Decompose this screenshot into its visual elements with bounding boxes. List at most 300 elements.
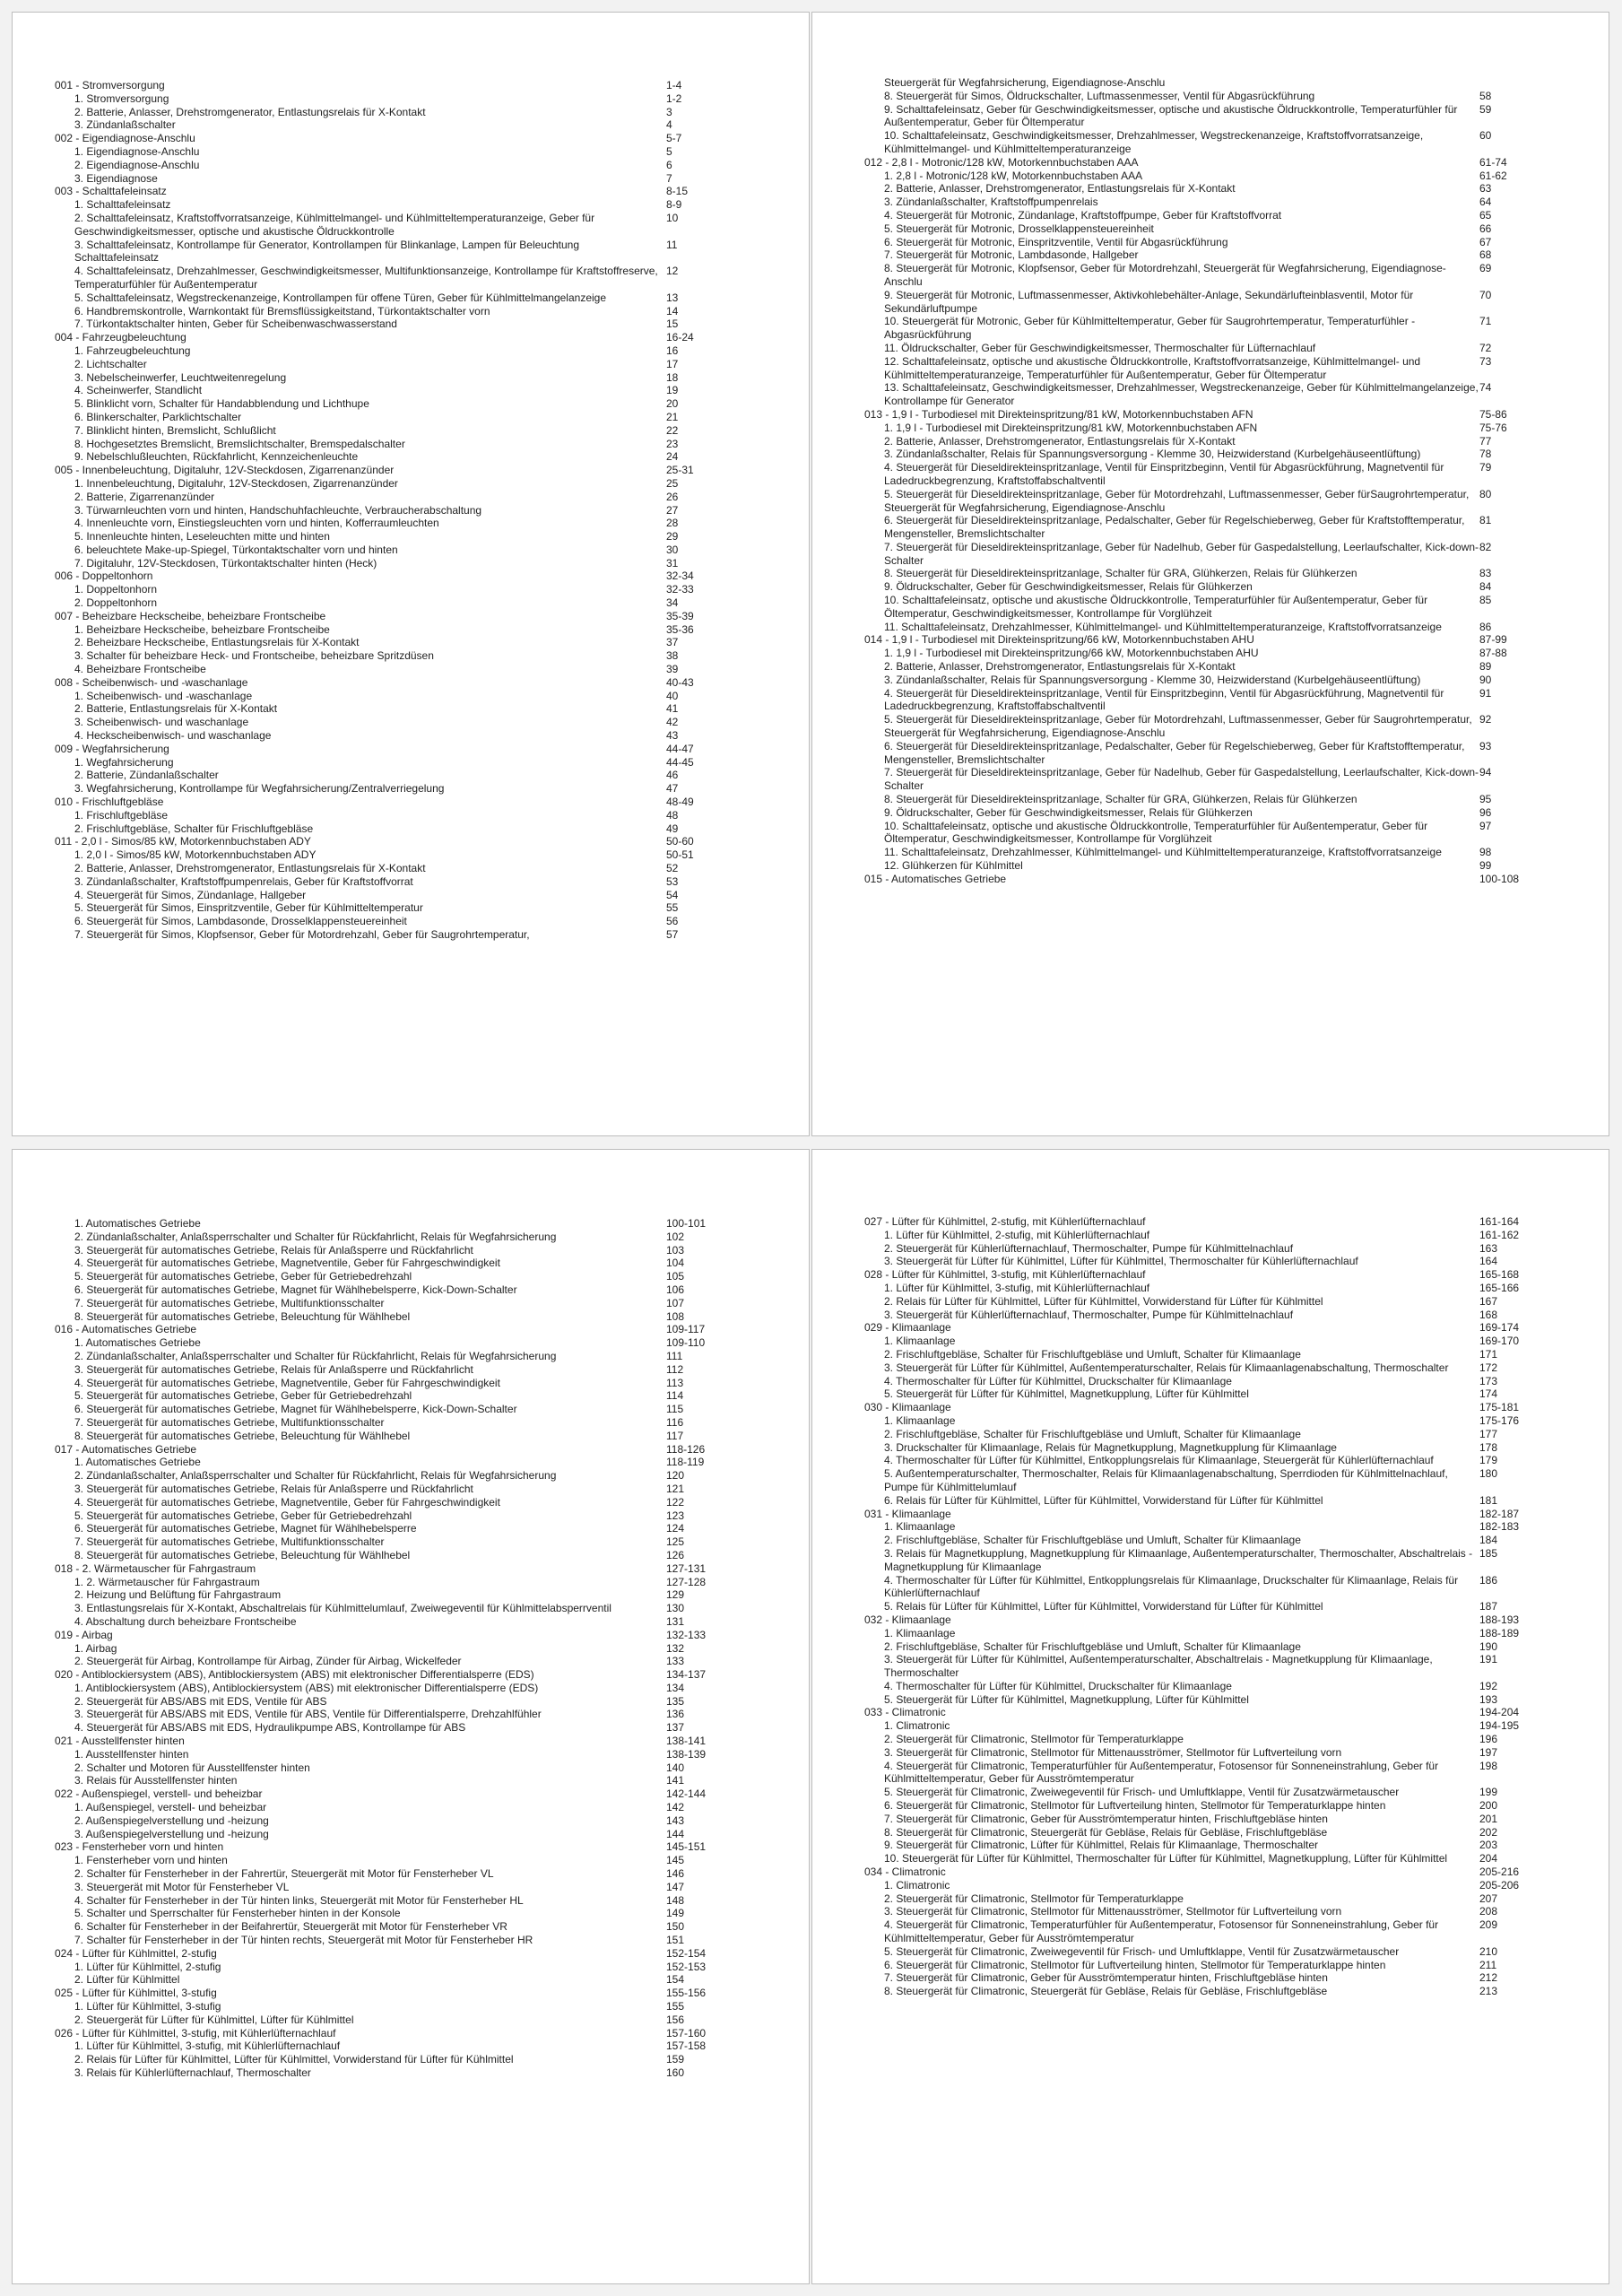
toc-entry-page: 118-126 (666, 1442, 706, 1456)
toc-section[interactable] (55, 743, 767, 756)
toc-subentry[interactable] (864, 1680, 1573, 1693)
toc-subentry[interactable] (55, 2066, 767, 2080)
toc-subentry[interactable] (55, 317, 767, 331)
toc-subentry[interactable] (55, 1721, 767, 1735)
toc-subentry[interactable] (55, 2000, 767, 2013)
toc-subentry[interactable] (55, 862, 767, 875)
toc-subentry[interactable] (55, 397, 767, 411)
toc-subentry[interactable] (864, 1414, 1573, 1428)
toc-subentry[interactable] (864, 1255, 1573, 1268)
toc-subentry[interactable] (55, 1496, 767, 1509)
toc-subentry[interactable] (864, 1534, 1573, 1547)
toc-subentry[interactable] (55, 769, 767, 782)
toc-section[interactable] (55, 1323, 767, 1336)
toc-subentry[interactable] (864, 1282, 1573, 1295)
toc-subentry[interactable] (55, 1469, 767, 1483)
toc-subentry[interactable] (55, 822, 767, 836)
toc-subentry[interactable] (864, 1387, 1573, 1401)
toc-entry-title: 1. Innenbeleuchtung, Digitaluhr, 12V-Steckdosen, Zigarrenanzünder (74, 476, 398, 490)
toc-entry-page: 169-174 (1479, 1321, 1520, 1335)
toc-entry-title: 3. Steuergerät für Kühlerlüfternachlauf, Thermoschalter, Pumpe für Kühlmittelnachlauf (884, 1308, 1294, 1321)
toc-subentry[interactable] (55, 915, 767, 928)
toc-entry-title: 12. Schalttafeleinsatz, optische und akustische Öldruckkontrolle, Kraftstoffvorratsanzeige, Kühlmittelmangel- und Kühlmitteltemperaturanzeige, Temperaturfühler für Außentemperatur, Geber für Öltemperatur (884, 354, 1421, 381)
toc-subentry[interactable] (864, 1879, 1573, 1892)
toc-subentry[interactable] (55, 438, 767, 451)
toc-subentry[interactable] (55, 198, 767, 212)
toc-entry-page: 59 (1479, 102, 1492, 116)
toc-subentry[interactable] (864, 90, 1573, 103)
toc-subentry[interactable] (864, 1361, 1573, 1375)
toc-subentry[interactable] (864, 1959, 1573, 1972)
toc-entry-title: 011 - 2,0 l - Simos/85 kW, Motorkennbuchstaben ADY (55, 835, 311, 848)
toc-entry-title: 1. Klimaanlage (884, 1520, 956, 1534)
toc-subentry[interactable] (55, 384, 767, 397)
toc-subentry[interactable] (864, 1348, 1573, 1361)
toc-entry-page: 17 (666, 357, 679, 370)
toc-subentry[interactable] (55, 649, 767, 663)
toc-subentry[interactable] (864, 1229, 1573, 1242)
toc-entry-title: 1. Klimaanlage (884, 1335, 956, 1348)
toc-subentry[interactable] (864, 422, 1573, 435)
toc-subentry[interactable] (55, 239, 767, 265)
toc-entry-title: 2. Schalter für Fensterheber in der Fahrertür, Steuergerät mit Motor für Fensterheber VL (74, 1867, 494, 1881)
toc-subentry[interactable] (864, 1454, 1573, 1467)
toc-subentry[interactable] (55, 1655, 767, 1668)
toc-subentry[interactable] (55, 636, 767, 649)
toc-subentry[interactable] (864, 580, 1573, 594)
toc-subentry[interactable] (55, 159, 767, 172)
toc-entry-page: 152-153 (666, 1960, 707, 1973)
toc-subentry[interactable] (55, 1297, 767, 1310)
toc-entry-page: 191 (1479, 1653, 1498, 1666)
toc-section[interactable] (864, 1866, 1573, 1879)
toc-section[interactable] (864, 633, 1573, 647)
toc-entry-page: 138-141 (666, 1735, 707, 1748)
toc-entry-title: 022 - Außenspiegel, verstell- und beheizbar (55, 1787, 263, 1801)
toc-entry-page: 142-144 (666, 1787, 707, 1801)
toc-subentry[interactable] (864, 435, 1573, 448)
toc-subentry[interactable] (864, 236, 1573, 249)
toc-entry-page: 56 (666, 915, 679, 928)
toc-entry-title: 4. Steuergerät für Dieseldirekteinspritzanlage, Ventil für Einspritzbeginn, Ventil für Abgasrückführung, Magnetventil für Ladedruckbegrenzung, Kraftstoffabschaltventil (884, 461, 1444, 487)
toc-entry-page: 100-108 (1479, 872, 1520, 885)
toc-entry-title: 3. Relais für Kühlerlüfternachlauf, Thermoschalter (74, 2066, 311, 2079)
toc-entry-title: 9. Öldruckschalter, Geber für Geschwindigkeitsmesser, Relais für Glühkerzen (884, 580, 1253, 594)
toc-subentry[interactable] (55, 716, 767, 729)
toc-subentry[interactable] (864, 262, 1573, 289)
toc-subentry[interactable] (864, 196, 1573, 209)
toc-subentry[interactable] (864, 1693, 1573, 1707)
toc-entry-title: 025 - Lüfter für Kühlmittel, 3-stufig (55, 1987, 217, 2000)
toc-section[interactable] (55, 464, 767, 477)
toc-subentry[interactable] (864, 448, 1573, 461)
toc-entry-page: 35-36 (666, 622, 694, 636)
toc-subentry[interactable] (55, 1509, 767, 1523)
toc-subentry[interactable] (55, 450, 767, 464)
toc-entry-page: 199 (1479, 1786, 1498, 1799)
toc-entry-title: 4. Steuergerät für Dieseldirekteinspritzanlage, Ventil für Einspritzbeginn, Ventil für Abgasrückführung, Magnetventil für Ladedruckbegrenzung, Kraftstoffabschaltventil (884, 686, 1444, 713)
toc-subentry[interactable] (55, 583, 767, 596)
toc-subentry[interactable] (55, 1416, 767, 1430)
toc-entry-page: 41 (666, 702, 679, 716)
toc-subentry[interactable] (55, 1430, 767, 1443)
toc-subentry[interactable] (864, 1467, 1573, 1494)
toc-entry-page: 105 (666, 1270, 685, 1283)
toc-subentry[interactable] (864, 1839, 1573, 1852)
toc-subentry[interactable] (55, 1695, 767, 1709)
toc-subentry[interactable] (864, 461, 1573, 488)
toc-subentry[interactable] (864, 1547, 1573, 1574)
toc-entry-page: 21 (666, 410, 679, 423)
toc-section[interactable] (864, 873, 1573, 886)
toc-subentry[interactable] (55, 291, 767, 305)
toc-subentry[interactable] (55, 1336, 767, 1350)
toc-subentry[interactable] (55, 1973, 767, 1987)
toc-section[interactable] (864, 1401, 1573, 1414)
toc-entry-title: 5. Steuergerät für automatisches Getriebe, Geber für Getriebedrehzahl (74, 1509, 412, 1522)
toc-subentry[interactable] (55, 1801, 767, 1814)
toc-subentry[interactable] (864, 806, 1573, 820)
toc-subentry[interactable] (864, 1799, 1573, 1813)
toc-subentry[interactable] (864, 1826, 1573, 1839)
toc-subentry[interactable] (864, 846, 1573, 859)
toc-subentry[interactable] (864, 820, 1573, 847)
toc-entry-page: 126 (666, 1548, 685, 1561)
toc-section[interactable] (55, 132, 767, 145)
toc-subentry[interactable] (55, 889, 767, 902)
toc-subentry[interactable] (55, 1934, 767, 1947)
toc-subentry[interactable] (55, 1522, 767, 1535)
toc-subentry[interactable] (864, 1985, 1573, 1998)
toc-section[interactable] (55, 1947, 767, 1961)
toc-subentry[interactable] (864, 248, 1573, 262)
toc-subentry[interactable] (55, 1907, 767, 1920)
toc-entry-title: 002 - Eigendiagnose-Anschlu (55, 132, 195, 145)
toc-subentry[interactable] (55, 530, 767, 544)
toc-entry-title: 3. Steuergerät für ABS/ABS mit EDS, Ventile für ABS, Ventile für Differentialsperre, Drehzahlfühler (74, 1708, 542, 1721)
toc-subentry[interactable] (55, 1814, 767, 1828)
toc-entry-title: 1. Frischluftgebläse (74, 808, 169, 822)
toc-subentry[interactable] (864, 1309, 1573, 1322)
toc-subentry[interactable] (55, 756, 767, 770)
toc-section[interactable] (55, 1787, 767, 1801)
toc-subentry[interactable] (55, 1244, 767, 1257)
toc-subentry[interactable] (55, 1894, 767, 1908)
toc-entry-title: 023 - Fensterheber vorn und hinten (55, 1840, 224, 1854)
toc-section[interactable] (55, 331, 767, 344)
toc-subentry[interactable] (55, 1217, 767, 1231)
toc-section[interactable] (55, 1629, 767, 1642)
toc-subentry[interactable] (55, 106, 767, 119)
toc-subentry[interactable] (864, 103, 1573, 130)
toc-subentry[interactable] (55, 1535, 767, 1549)
toc-subentry[interactable] (864, 289, 1573, 316)
toc-subentry[interactable] (55, 1270, 767, 1283)
toc-subentry[interactable] (55, 1350, 767, 1363)
toc-subentry[interactable] (55, 1881, 767, 1894)
toc-entry-title: 1. Beheizbare Heckscheibe, beheizbare Frontscheibe (74, 622, 330, 636)
toc-subentry[interactable] (864, 182, 1573, 196)
toc-subentry[interactable] (864, 222, 1573, 236)
toc-entry-title: 1. Lüfter für Kühlmittel, 3-stufig, mit Kühlerlüfternachlauf (884, 1281, 1150, 1294)
toc-entry-page: 13 (666, 291, 679, 304)
toc-subentry[interactable] (55, 663, 767, 676)
toc-subentry[interactable] (55, 928, 767, 942)
toc-entry-title: 6. Steuergerät für automatisches Getriebe, Magnet für Wählhebelsperre (74, 1522, 417, 1535)
toc-subentry[interactable] (864, 1905, 1573, 1918)
toc-entry-title: 3. Steuergerät für Climatronic, Stellmotor für Mittenausströmer, Stellmotor für Luftverteilung vorn (884, 1745, 1342, 1759)
toc-section[interactable] (55, 1443, 767, 1457)
toc-subentry[interactable] (55, 172, 767, 186)
toc-subentry[interactable] (55, 729, 767, 743)
toc-entry-page: 180 (1479, 1467, 1498, 1481)
toc-entry-page: 145-151 (666, 1840, 707, 1854)
toc-subentry[interactable] (55, 1483, 767, 1496)
toc-section[interactable] (55, 79, 767, 92)
toc-subentry[interactable] (864, 1494, 1573, 1508)
toc-entry-title: 5. Steuergerät für automatisches Getriebe, Geber für Getriebedrehzahl (74, 1270, 412, 1283)
toc-subentry[interactable] (55, 1231, 767, 1244)
toc-subentry[interactable] (864, 76, 1573, 90)
toc-entry-title: 003 - Schalttafeleinsatz (55, 185, 167, 198)
toc-section[interactable] (864, 1268, 1573, 1282)
toc-subentry[interactable] (864, 567, 1573, 580)
toc-subentry[interactable] (55, 1310, 767, 1324)
toc-subentry[interactable] (864, 1813, 1573, 1826)
toc-subentry[interactable] (864, 674, 1573, 687)
toc-subentry[interactable] (55, 1920, 767, 1934)
toc-entry-page: 134-137 (666, 1668, 707, 1682)
toc-subentry[interactable] (864, 1971, 1573, 1985)
toc-subentry[interactable] (864, 766, 1573, 793)
toc-entry-title: 5. Steuergerät für Climatronic, Zweiwegeventil für Frisch- und Umluftklappe, Ventil für Zusatzwärmetauscher (884, 1786, 1400, 1799)
toc-subentry[interactable] (864, 1428, 1573, 1441)
toc-subentry[interactable] (864, 1574, 1573, 1601)
toc-subentry[interactable] (864, 594, 1573, 621)
toc-entry-page: 5 (666, 144, 672, 158)
toc-subentry[interactable] (864, 1653, 1573, 1680)
toc-subentry[interactable] (55, 92, 767, 106)
toc-subentry[interactable] (55, 517, 767, 530)
toc-subentry[interactable] (864, 1375, 1573, 1388)
toc-section[interactable] (864, 408, 1573, 422)
toc-entry-page: 207 (1479, 1892, 1498, 1905)
toc-subentry[interactable] (55, 1456, 767, 1469)
toc-subentry[interactable] (864, 381, 1573, 408)
toc-subentry[interactable] (864, 342, 1573, 355)
toc-subentry[interactable] (55, 702, 767, 716)
toc-subentry[interactable] (55, 145, 767, 159)
toc-subentry[interactable] (55, 1602, 767, 1615)
toc-subentry[interactable] (55, 848, 767, 862)
toc-subentry[interactable] (864, 129, 1573, 156)
toc-entry-title: 3. Relais für Magnetkupplung, Magnetkupplung für Klimaanlage, Außentemperaturschalter, Thermoschalter, Abschaltrelais - Magnetkupplung für Klimaanlage (884, 1546, 1473, 1573)
toc-subentry[interactable] (864, 859, 1573, 873)
toc-subentry[interactable] (864, 488, 1573, 515)
toc-section[interactable] (55, 2027, 767, 2040)
toc-entry-title: 6. Relais für Lüfter für Kühlmittel, Lüfter für Kühlmittel, Vorwiderstand für Lüfter für Kühlmittel (884, 1493, 1323, 1507)
toc-subentry[interactable] (864, 621, 1573, 634)
toc-subentry[interactable] (864, 1242, 1573, 1256)
toc-section[interactable] (55, 185, 767, 198)
toc-subentry[interactable] (55, 875, 767, 889)
toc-entry-page: 73 (1479, 354, 1492, 368)
toc-subentry[interactable] (864, 541, 1573, 568)
toc-subentry[interactable] (55, 690, 767, 703)
toc-section[interactable] (55, 1562, 767, 1576)
toc-subentry[interactable] (864, 1892, 1573, 1906)
toc-entry-page: 213 (1479, 1985, 1498, 1998)
toc-subentry[interactable] (864, 1733, 1573, 1746)
toc-subentry[interactable] (864, 209, 1573, 222)
toc-subentry[interactable] (864, 1441, 1573, 1455)
toc-subentry[interactable] (55, 504, 767, 517)
toc-entry-page: 61-74 (1479, 155, 1507, 169)
toc-subentry[interactable] (864, 1520, 1573, 1534)
toc-subentry[interactable] (55, 1257, 767, 1270)
toc-subentry[interactable] (55, 1615, 767, 1629)
toc-subentry[interactable] (55, 544, 767, 557)
toc-subentry[interactable] (55, 212, 767, 239)
toc-subentry[interactable] (864, 1600, 1573, 1613)
toc-subentry[interactable] (55, 1761, 767, 1775)
toc-subentry[interactable] (55, 1854, 767, 1867)
toc-entry-title: 8. Steuergerät für Climatronic, Steuergerät für Gebläse, Relais für Gebläse, Frischluftgebläse (884, 1825, 1328, 1839)
toc-page-3 (12, 1149, 810, 2284)
toc-section[interactable] (864, 1321, 1573, 1335)
toc-subentry[interactable] (55, 1588, 767, 1602)
toc-subentry[interactable] (55, 2039, 767, 2053)
toc-subentry[interactable] (864, 713, 1573, 740)
toc-subentry[interactable] (55, 1403, 767, 1416)
toc-subentry[interactable] (864, 514, 1573, 541)
toc-subentry[interactable] (55, 1576, 767, 1589)
toc-section[interactable] (864, 1508, 1573, 1521)
toc-subentry[interactable] (864, 170, 1573, 183)
toc-subentry[interactable] (864, 1918, 1573, 1945)
toc-subentry[interactable] (864, 1760, 1573, 1787)
toc-entry-page: 129 (666, 1588, 685, 1602)
toc-entry-title: 6. beleuchtete Make-up-Spiegel, Türkontaktschalter vorn und hinten (74, 543, 398, 556)
toc-subentry[interactable] (55, 118, 767, 132)
toc-subentry[interactable] (864, 1640, 1573, 1654)
toc-section[interactable] (864, 156, 1573, 170)
toc-subentry[interactable] (55, 371, 767, 385)
toc-entry-title: 2. Steuergerät für Climatronic, Stellmotor für Temperaturklappe (884, 1892, 1184, 1905)
toc-subentry[interactable] (55, 2013, 767, 2027)
toc-subentry[interactable] (55, 1549, 767, 1562)
toc-subentry[interactable] (55, 1867, 767, 1881)
toc-subentry[interactable] (864, 1786, 1573, 1799)
toc-subentry[interactable] (864, 1335, 1573, 1348)
toc-entry-page: 32-34 (666, 570, 694, 583)
toc-subentry[interactable] (55, 358, 767, 371)
toc-subentry[interactable] (55, 1748, 767, 1761)
toc-section[interactable] (55, 676, 767, 690)
toc-entry-title: 008 - Scheibenwisch- und -waschanlage (55, 675, 248, 689)
toc-subentry[interactable] (55, 424, 767, 438)
toc-entry-title: 3. Zündanlaßschalter (74, 118, 176, 132)
toc-subentry[interactable] (55, 1363, 767, 1377)
toc-entry-title: 1. Eigendiagnose-Anschlu (74, 144, 200, 158)
toc-entry-title: 1. Lüfter für Kühlmittel, 2-stufig, mit Kühlerlüfternachlauf (884, 1228, 1150, 1241)
toc-subentry[interactable] (864, 1746, 1573, 1760)
toc-section[interactable] (55, 835, 767, 848)
toc-subentry[interactable] (55, 782, 767, 796)
toc-subentry[interactable] (55, 305, 767, 318)
toc-entry-page: 116 (666, 1415, 684, 1429)
toc-page-2 (811, 12, 1609, 1136)
toc-subentry[interactable] (864, 355, 1573, 382)
toc-subentry[interactable] (55, 1774, 767, 1787)
toc-subentry[interactable] (55, 491, 767, 504)
toc-section[interactable] (864, 1215, 1573, 1229)
toc-entry-page: 193 (1479, 1692, 1498, 1706)
toc-subentry[interactable] (55, 809, 767, 822)
toc-subentry[interactable] (55, 596, 767, 610)
toc-entry-page: 138-139 (666, 1747, 707, 1761)
toc-subentry[interactable] (55, 1708, 767, 1721)
toc-section[interactable] (55, 1987, 767, 2000)
toc-subentry[interactable] (864, 1627, 1573, 1640)
toc-subentry[interactable] (55, 2053, 767, 2066)
toc-subentry[interactable] (55, 1389, 767, 1403)
toc-entry-title: 8. Steuergerät für automatisches Getriebe, Beleuchtung für Wählhebel (74, 1548, 411, 1561)
toc-subentry[interactable] (55, 623, 767, 637)
toc-subentry[interactable] (864, 740, 1573, 767)
toc-section[interactable] (55, 1668, 767, 1682)
toc-subentry[interactable] (55, 265, 767, 291)
toc-entry-page: 91 (1479, 686, 1492, 700)
toc-list (55, 79, 767, 942)
toc-subentry[interactable] (55, 1828, 767, 1841)
toc-section[interactable] (55, 570, 767, 583)
toc-entry-title: 8. Steuergerät für Motronic, Klopfsensor, Geber für Motordrehzahl, Steuergerät für Wegfahrsicherung, Eigendiagnose-Anschlu (884, 262, 1446, 288)
toc-subentry[interactable] (864, 1295, 1573, 1309)
toc-subentry[interactable] (55, 1283, 767, 1297)
toc-section[interactable] (55, 1840, 767, 1854)
toc-subentry[interactable] (864, 1945, 1573, 1959)
toc-subentry[interactable] (55, 557, 767, 570)
toc-subentry[interactable] (864, 660, 1573, 674)
toc-subentry[interactable] (864, 315, 1573, 342)
toc-section[interactable] (864, 1613, 1573, 1627)
toc-subentry[interactable] (55, 1642, 767, 1656)
toc-subentry[interactable] (55, 411, 767, 424)
toc-section[interactable] (864, 1706, 1573, 1719)
toc-entry-title: 7. Steuergerät für Climatronic, Geber für Ausströmtemperatur hinten, Frischluftgebläse hinten (884, 1812, 1328, 1825)
toc-entry-page: 3 (666, 105, 672, 118)
toc-subentry[interactable] (55, 1377, 767, 1390)
toc-section[interactable] (55, 610, 767, 623)
toc-subentry[interactable] (55, 1961, 767, 1974)
toc-section[interactable] (55, 796, 767, 809)
toc-entry-title: 2. Zündanlaßschalter, Anlaßsperrschalter und Schalter für Rückfahrlicht, Relais für Wegfahrsicherung (74, 1469, 557, 1483)
toc-entry-title: 4. Scheinwerfer, Standlicht (74, 384, 203, 397)
toc-subentry[interactable] (55, 901, 767, 915)
toc-subentry[interactable] (864, 647, 1573, 660)
toc-subentry[interactable] (864, 1852, 1573, 1866)
toc-subentry[interactable] (864, 687, 1573, 714)
toc-subentry[interactable] (55, 344, 767, 358)
toc-subentry[interactable] (55, 1682, 767, 1695)
toc-subentry[interactable] (864, 793, 1573, 806)
toc-subentry[interactable] (864, 1719, 1573, 1733)
toc-entry-title: 034 - Climatronic (864, 1866, 946, 1879)
toc-subentry[interactable] (55, 477, 767, 491)
toc-section[interactable] (55, 1735, 767, 1748)
toc-entry-title: 4. Steuergerät für Simos, Zündanlage, Hallgeber (74, 888, 307, 901)
